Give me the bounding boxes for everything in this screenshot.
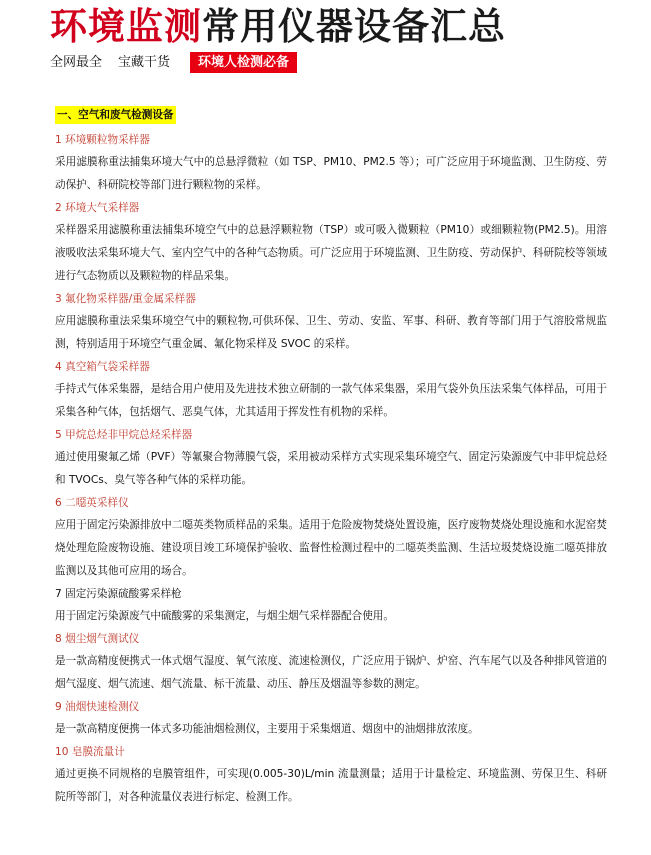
list-item — [55, 197, 607, 288]
tagline-text-2: 宝藏干货 — [118, 54, 171, 70]
tagline — [50, 52, 610, 73]
list-item — [55, 424, 607, 492]
item-title: 4 真空箱气袋采样器 — [55, 361, 150, 373]
list-item — [55, 492, 607, 583]
section-heading: 一、空气和废气检测设备 — [55, 106, 176, 124]
item-body: 通过更换不同规格的皂膜管组件，可实现(0.005-30)L/min 流量测量；适用于计量检定、环境监测、劳保卫生、科研院所等部门，对各种流量仪表进行标定、检测工作。 — [55, 768, 607, 803]
item-body: 采样器采用滤膜称重法捕集环境空气中的总悬浮颗粒物（TSP）或可吸入微颗粒（PM10）或细颗粒物(PM2.5)。用溶液吸收法采集环境大气、室内空气中的各种气态物质。可广泛应用于环境监测、卫生防疫、劳动保护、科研院校等领域进行气态物质以及颗粒物的样品采集。 — [55, 224, 607, 282]
header — [50, 4, 610, 73]
item-title: 9 油烟快速检测仪 — [55, 701, 140, 713]
item-title: 6 二噁英采样仪 — [55, 497, 129, 509]
item-title: 10 皂膜流量计 — [55, 746, 125, 758]
item-body: 通过使用聚氟乙烯（PVF）等氟聚合物薄膜气袋，采用被动采样方式实现采集环境空气、固定污染源废气中非甲烷总烃和 TVOCs、臭气等各种气体的采样功能。 — [55, 451, 607, 486]
highlight-badge: 环境人检测必备 — [190, 52, 297, 73]
item-body: 用于固定污染源废气中硫酸雾的采集测定，与烟尘烟气采样器配合使用。 — [55, 610, 394, 622]
item-body: 应用滤膜称重法采集环境空气中的颗粒物,可供环保、卫生、劳动、安监、军事、科研、教育等部门用于气溶胶常规监测，特别适用于环境空气重金属、氟化物采样及 SVOC 的采样。 — [55, 315, 607, 350]
title-red-part: 环境监测 — [50, 5, 202, 48]
list-item — [55, 628, 607, 696]
title-dark-part: 常用仪器设备汇总 — [202, 5, 506, 48]
document-body — [55, 104, 607, 809]
item-body: 是一款高精度便携式一体式烟气湿度、氧气浓度、流速检测仪，广泛应用于锅炉、炉窑、汽车尾气以及各种排风管道的烟气湿度、烟气流速、烟气流量、标干流量、动压、静压及烟温等参数的测定。 — [55, 655, 607, 690]
list-item — [55, 583, 607, 628]
item-body: 采用滤膜称重法捕集环境大气中的总悬浮微粒（如 TSP、PM10、PM2.5 等）；可广泛应用于环境监测、卫生防疫、劳动保护、科研院校等部门进行颗粒物的采样。 — [55, 156, 607, 191]
item-body: 是一款高精度便携一体式多功能油烟检测仪，主要用于采集烟道、烟囱中的油烟排放浓度。 — [55, 723, 479, 735]
item-title: 2 环境大气采样器 — [55, 202, 140, 214]
item-title: 3 氟化物采样器/重金属采样器 — [55, 293, 196, 305]
list-item — [55, 129, 607, 197]
item-title: 5 甲烷总烃非甲烷总烃采样器 — [55, 429, 193, 441]
list-item — [55, 696, 607, 741]
item-body: 应用于固定污染源排放中二噁英类物质样品的采集。适用于危险废物焚烧处置设施，医疗废物焚烧处理设施和水泥窑焚烧处理危险废物设施、建设项目竣工环境保护验收、监督性检测过程中的二噁英类监测、生活垃圾焚烧设施二噁英排放监测以及其他可应用的场合。 — [55, 519, 607, 577]
list-item — [55, 356, 607, 424]
list-item — [55, 741, 607, 809]
page-title — [50, 4, 610, 50]
item-title: 8 烟尘烟气测试仪 — [55, 633, 140, 645]
item-title: 7 固定污染源硫酸雾采样枪 — [55, 588, 182, 600]
list-item — [55, 288, 607, 356]
item-title: 1 环境颗粒物采样器 — [55, 134, 150, 146]
tagline-text-1: 全网最全 — [50, 54, 103, 70]
item-body: 手持式气体采集器，是结合用户使用及先进技术独立研制的一款气体采集器，采用气袋外负压法采集气体样品，可用于采集各种气体，包括烟气、恶臭气体，尤其适用于挥发性有机物的采样。 — [55, 383, 607, 418]
